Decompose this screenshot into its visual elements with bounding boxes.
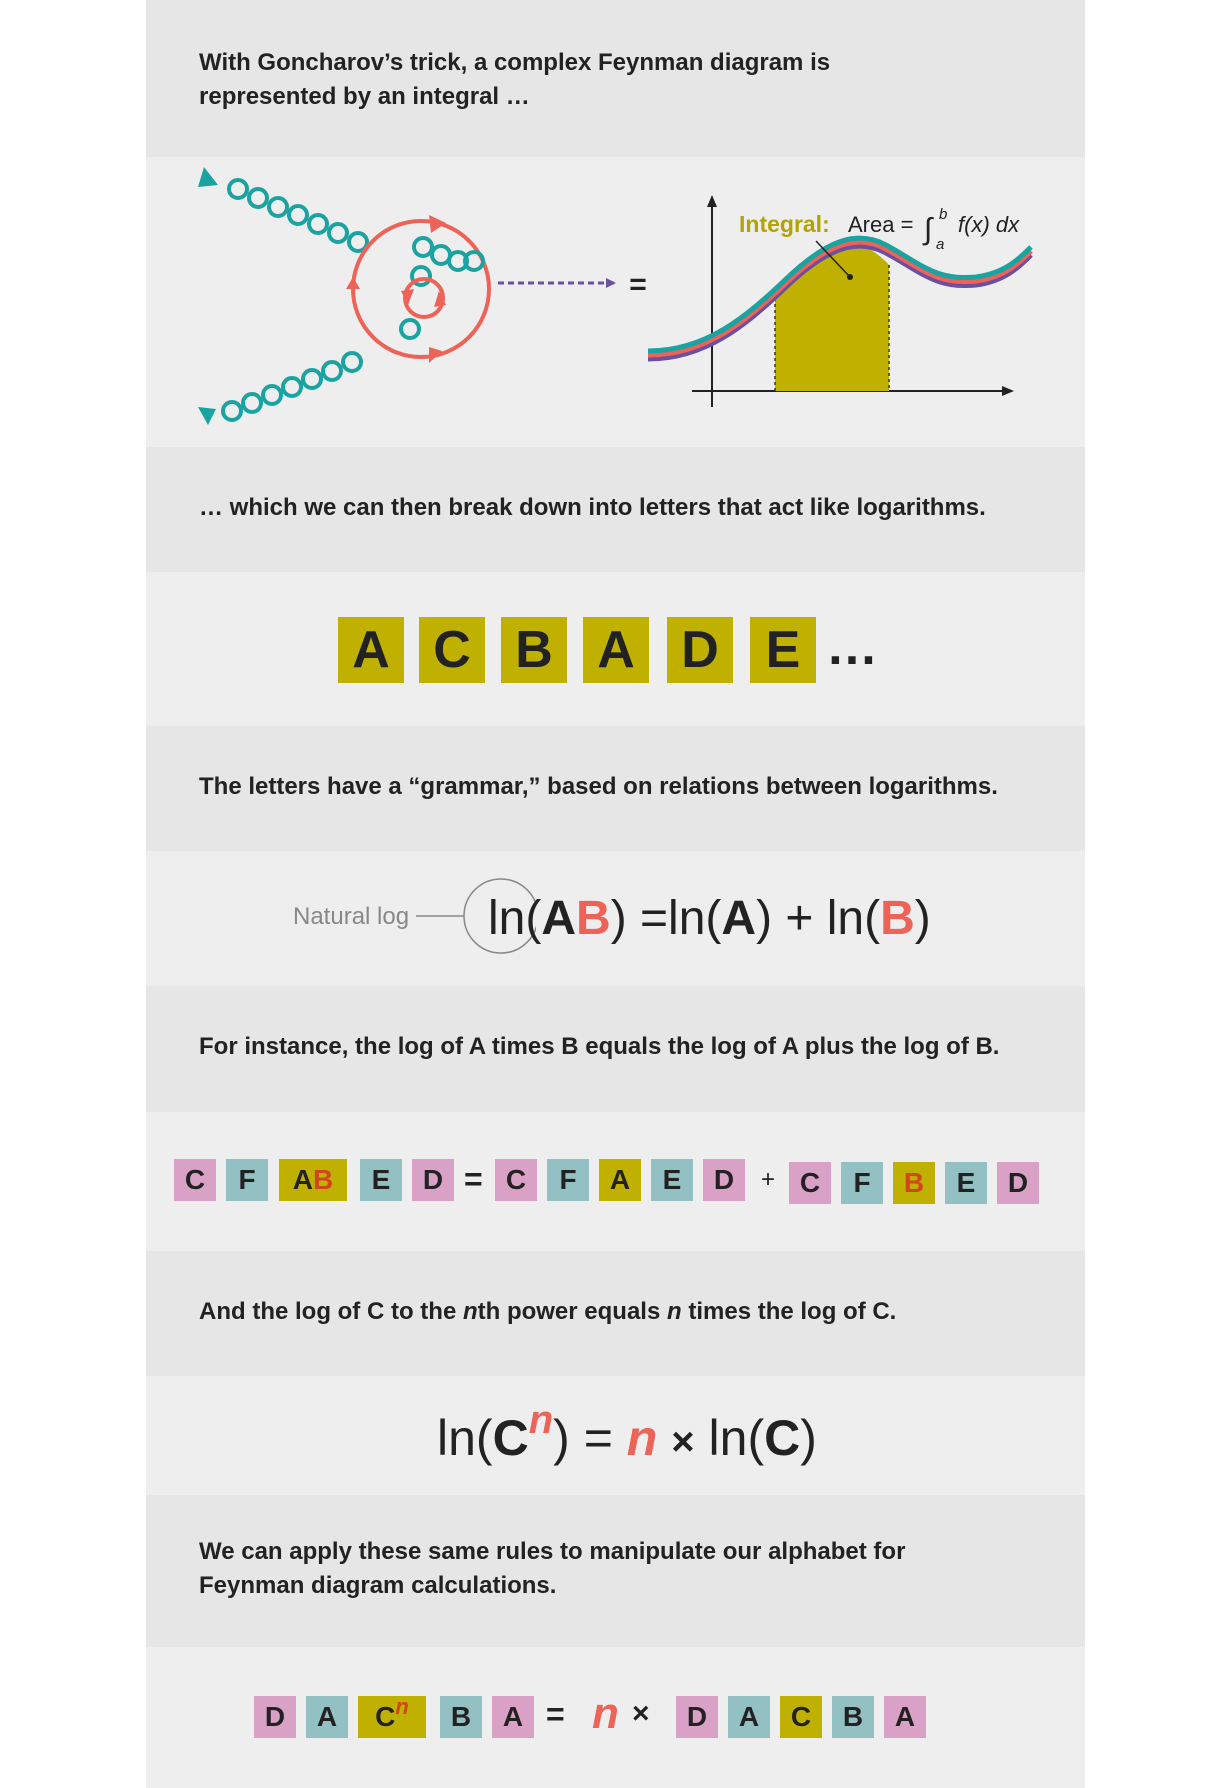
factor-n: n [592,1689,619,1738]
caption-product-rule: For instance, the log of A times B equals the log of A plus the log of B. [199,1033,1000,1060]
symbol-square: A [884,1696,926,1738]
symbol-square-cn [358,1696,426,1738]
ln-symbol: ln [708,1410,748,1466]
integral-sign: ∫ [924,213,933,246]
ln-symbol: ln [826,892,865,945]
letter-square: B [501,617,567,683]
integral-lower-limit: a [936,236,945,253]
log-product-band [146,851,1085,986]
letter-ellipsis: … [826,618,878,676]
paren-close: ) [553,1410,570,1466]
diagram-equals-sign: = [629,268,647,301]
symbol-square: B [832,1696,874,1738]
letter-square: A [583,617,649,683]
symbol-square: C [780,1696,822,1738]
times-sign: × [671,1420,695,1464]
symbol-square: C [789,1162,831,1204]
caption-goncharov-line2: represented by an integral … [199,83,530,110]
symbol-square: D [997,1162,1039,1204]
equals-sign: = [583,1410,613,1466]
gluon-upper-left [198,167,371,252]
exponent-n: n [528,1398,554,1442]
gluon-arrowhead-upper [198,167,218,187]
symbol-square: E [945,1162,987,1204]
gluon-lower-left [198,353,361,425]
symbol-square: E [651,1159,693,1201]
equals-sign: = [546,1696,565,1732]
symbol-exponent-n: n [395,1694,409,1719]
symbol-square: C [174,1159,216,1201]
caption-power-rule [199,1295,1045,1329]
caption-band-3 [146,726,1085,851]
caption-power-n2: n [667,1298,682,1325]
equals-sign: = [640,892,669,945]
symbol-square: B [440,1696,482,1738]
term-c: C [764,1410,801,1466]
area-text: Area = [848,212,914,237]
log-power-formula [437,1398,817,1474]
caption-alphabet [199,1535,1045,1603]
log-power-band [146,1376,1085,1495]
paren-open: ( [864,892,881,945]
caption-band-6 [146,1495,1085,1647]
symbol-square-ab [279,1159,347,1201]
symbol-square: A [599,1159,641,1201]
term-a: A [721,892,757,945]
caption-band-1 [146,0,1085,157]
symbol-square: A [728,1696,770,1738]
term-c: C [492,1410,529,1466]
paren-open: ( [475,1410,493,1466]
paren-close: ) [800,1410,817,1466]
times-sign: × [632,1697,650,1730]
caption-power-post: times the log of C. [681,1298,897,1325]
paren-close: ) [914,892,931,945]
symbol-b: B [313,1164,334,1195]
term-b: B [576,892,611,945]
caption-power-n: n [462,1298,478,1325]
symbol-square: F [547,1159,589,1201]
symbol-equation-1-band [146,1112,1085,1251]
symbol-square: B [893,1162,935,1204]
symbol-square: A [306,1696,348,1738]
symbol-square: A [492,1696,534,1738]
integrand: f(x) dx [958,212,1020,237]
natural-log-label: Natural log [293,903,410,930]
symbol-square: D [412,1159,454,1201]
letter-square: D [667,617,733,683]
integral-upper-limit: b [939,206,948,223]
paren-open: ( [705,892,722,945]
paren-open: ( [747,1410,765,1466]
ln-symbol: ln [437,1410,476,1466]
integral-label: Integral: [739,211,830,237]
symbol-square: F [226,1159,268,1201]
caption-alphabet-line1: We can apply these same rules to manipulate our alphabet for [199,1538,906,1565]
caption-band-4 [146,986,1085,1112]
caption-alphabet-line2: Feynman diagram calculations. [199,1572,557,1599]
equals-sign: = [464,1161,483,1197]
symbol-equation-2-band [146,1647,1085,1788]
symbol-square: C [495,1159,537,1201]
paren-close: ) [756,892,773,945]
caption-grammar: The letters have a “grammar,” based on relations between logarithms. [199,773,998,800]
symbol-square: D [703,1159,745,1201]
caption-band-2 [146,447,1085,572]
letter-square: A [338,617,404,683]
symbol-square: E [360,1159,402,1201]
symbol-a: A [292,1164,313,1195]
letter-row-band [146,572,1085,726]
diagram-band [146,157,1085,447]
caption-goncharov [199,46,1045,114]
caption-power-mid: th power equals [477,1298,667,1325]
ln-symbol: ln [488,892,526,945]
symbol-c: C [375,1701,396,1732]
caption-goncharov-line1: With Goncharov’s trick, a complex Feynman diagram is [199,49,831,76]
caption-power-pre: And the log of C to the [199,1298,463,1325]
symbol-square: D [676,1696,718,1738]
paren-close: ) [610,892,627,945]
plus-sign: + [761,1166,776,1193]
letter-square: E [750,617,816,683]
log-product-formula [488,889,931,949]
feynman-integral-diagram [146,157,1085,447]
factor-n: n [626,1410,658,1466]
caption-band-5 [146,1251,1085,1376]
symbol-square: D [254,1696,296,1738]
integral-area [775,243,889,391]
symbol-square: F [841,1162,883,1204]
infographic [146,0,1085,1788]
term-b: B [880,892,915,945]
ln-symbol: ln [668,892,706,945]
letter-square: C [419,617,485,683]
caption-letters: … which we can then break down into letters that act like logarithms. [199,494,986,521]
term-a: A [541,892,577,945]
plus-sign: + [785,892,814,945]
paren-open: ( [525,892,542,945]
gluon-arrowhead-lower [198,407,216,425]
